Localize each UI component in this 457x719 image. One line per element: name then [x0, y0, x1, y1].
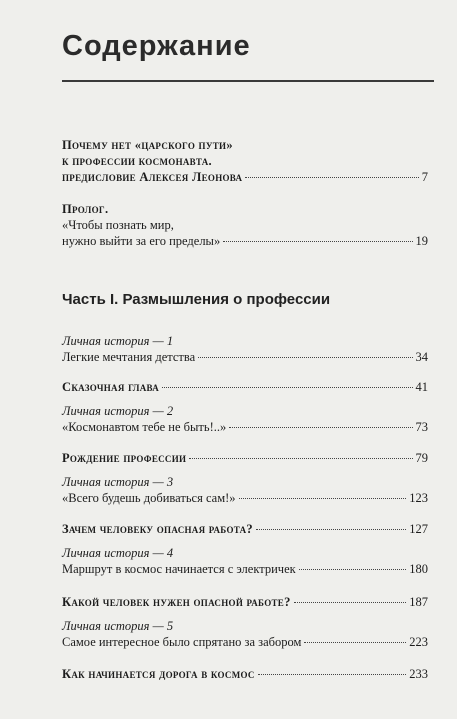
leader-dots: [239, 498, 407, 499]
chapter-title: Зачем человеку опасная работа?: [62, 522, 253, 536]
page-number: 187: [409, 595, 428, 609]
prologue-line-3: нужно выйти за его пределы»: [62, 234, 221, 248]
story-label: Личная история — 2: [62, 404, 174, 418]
page-number: 123: [409, 491, 428, 505]
story-label: Личная история — 5: [62, 619, 174, 633]
leader-dots: [258, 674, 407, 675]
page-number: 19: [415, 234, 428, 248]
toc-entry-chapter-3[interactable]: [62, 521, 428, 537]
leader-dots: [294, 602, 407, 603]
foreword-line-1: Почему нет «царского пути»: [62, 138, 233, 152]
story-label: Личная история — 3: [62, 475, 174, 489]
leader-dots: [256, 529, 406, 530]
page-number: 73: [415, 420, 428, 434]
story-label: Личная история — 1: [62, 334, 174, 348]
story-title: «Всего будешь добиваться сам!»: [62, 491, 236, 505]
page-number: 127: [409, 522, 428, 536]
story-label: Личная история — 4: [62, 546, 174, 560]
page-number: 223: [409, 635, 428, 649]
prologue-line-2: «Чтобы познать мир,: [62, 218, 174, 232]
page-number: 180: [409, 562, 428, 576]
foreword-line-2: к профессии космонавта.: [62, 154, 212, 168]
prologue-line-1: Пролог.: [62, 202, 109, 216]
page-title: Содержание: [62, 30, 251, 62]
toc-entry-prologue[interactable]: [62, 201, 428, 249]
chapter-title: Как начинается дорога в космос: [62, 667, 255, 681]
leader-dots: [304, 642, 406, 643]
toc-entry-foreword[interactable]: [62, 137, 428, 185]
page-number: 79: [415, 451, 428, 465]
title-rule: [62, 80, 434, 82]
toc-entry-chapter-1[interactable]: [62, 379, 428, 395]
chapter-title: Рождение профессии: [62, 451, 187, 465]
leader-dots: [189, 458, 412, 459]
foreword-line-3: предисловие Алексея Леонова: [62, 170, 243, 184]
toc-entry-chapter-5[interactable]: [62, 666, 428, 682]
page-number: 233: [409, 667, 428, 681]
story-title: Маршрут в космос начинается с электричек: [62, 562, 296, 576]
leader-dots: [245, 177, 418, 178]
chapter-title: Какой человек нужен опасной работе?: [62, 595, 291, 609]
part-heading: Часть I. Размышления о профессии: [62, 291, 331, 308]
leader-dots: [299, 569, 407, 570]
chapter-title: Сказочная глава: [62, 380, 160, 394]
page-number: 34: [415, 350, 428, 364]
story-title: «Космонавтом тебе не быть!..»: [62, 420, 227, 434]
toc-entry-chapter-2[interactable]: [62, 450, 428, 466]
page-number: 41: [415, 380, 428, 394]
story-title: Легкие мечтания детства: [62, 350, 196, 364]
toc-entry-story-3[interactable]: [62, 474, 428, 506]
toc-entry-story-4[interactable]: [62, 545, 428, 577]
toc-entry-story-2[interactable]: [62, 403, 428, 435]
leader-dots: [229, 427, 412, 428]
page-number: 7: [421, 170, 428, 184]
leader-dots: [198, 357, 412, 358]
story-title: Самое интересное было спрятано за забором: [62, 635, 302, 649]
leader-dots: [162, 387, 412, 388]
toc-entry-story-1[interactable]: [62, 333, 428, 365]
toc-entry-story-5[interactable]: [62, 618, 428, 650]
toc-entry-chapter-4[interactable]: [62, 594, 428, 610]
leader-dots: [223, 241, 412, 242]
